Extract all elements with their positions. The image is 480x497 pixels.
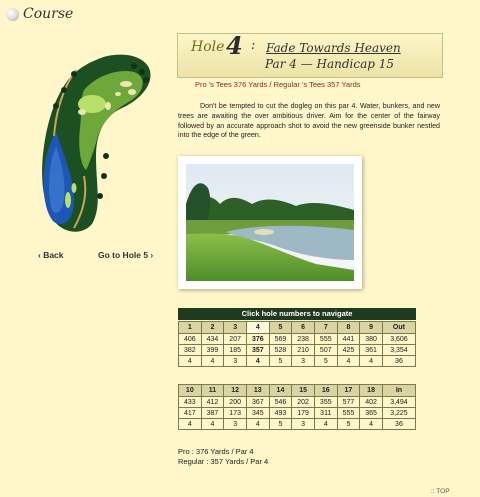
- course-header: [6, 6, 73, 22]
- hole-name: Fade Towards Heaven: [266, 41, 401, 55]
- table-cell: 569: [269, 334, 292, 345]
- table-cell: 4: [337, 356, 360, 367]
- back-to-top-link[interactable]: :: TOP: [431, 488, 450, 495]
- hole-summary: [178, 447, 268, 467]
- table-cell: 441: [337, 334, 360, 345]
- hole-link-17[interactable]: 17: [337, 385, 360, 397]
- table-cell: 4: [246, 356, 269, 367]
- hole-link-13[interactable]: 13: [246, 385, 269, 397]
- hole-number-row: [179, 385, 416, 397]
- hole-link-8[interactable]: 8: [337, 322, 360, 334]
- hole-link-5[interactable]: 5: [269, 322, 292, 334]
- table-cell: 202: [292, 397, 315, 408]
- table-cell: 376: [246, 334, 269, 345]
- table-cell: 546: [269, 397, 292, 408]
- hole-link-10[interactable]: 10: [179, 385, 202, 397]
- table-cell: 173: [224, 408, 247, 419]
- hole-link-3[interactable]: 3: [224, 322, 247, 334]
- hole-link-7[interactable]: 7: [314, 322, 337, 334]
- table-cell: 3,225: [382, 408, 415, 419]
- table-cell: 4: [360, 356, 383, 367]
- hole-link-12[interactable]: 12: [224, 385, 247, 397]
- table-cell: 179: [292, 408, 315, 419]
- scorecard-nav-hint: Click hole numbers to navigate: [178, 308, 416, 320]
- table-cell: 493: [269, 408, 292, 419]
- table-cell: 345: [246, 408, 269, 419]
- hole-link-16[interactable]: 16: [314, 385, 337, 397]
- tees-info: [195, 80, 361, 89]
- par-row: [179, 419, 416, 430]
- pro-yards-row: [179, 397, 416, 408]
- table-cell: 3: [224, 419, 247, 430]
- hole-link-14[interactable]: 14: [269, 385, 292, 397]
- table-cell: 5: [269, 356, 292, 367]
- table-cell: 3: [292, 419, 315, 430]
- back-nine-table: [178, 384, 416, 430]
- table-cell: 434: [201, 334, 224, 345]
- hole-label: Hole: [191, 39, 225, 55]
- table-cell: 3: [224, 356, 247, 367]
- table-cell: 3,606: [382, 334, 415, 345]
- table-cell: 402: [360, 397, 383, 408]
- table-cell: 36: [382, 419, 415, 430]
- pro-yards-row: [179, 334, 416, 345]
- table-cell: 367: [246, 397, 269, 408]
- hole-link-4[interactable]: 4: [246, 322, 269, 334]
- table-cell: 412: [201, 397, 224, 408]
- front-nine-table: [178, 321, 416, 367]
- table-cell: 4: [179, 419, 202, 430]
- table-cell: 5: [337, 419, 360, 430]
- table-cell: 3,494: [382, 397, 415, 408]
- regular-summary: Regular : 357 Yards / Par 4: [178, 457, 269, 466]
- table-cell: 238: [292, 334, 315, 345]
- hole-link-9[interactable]: 9: [360, 322, 383, 334]
- pro-tees: Pro 's Tees 376 Yards: [195, 80, 268, 89]
- table-cell: 5: [314, 356, 337, 367]
- hole-link-1[interactable]: 1: [179, 322, 202, 334]
- hole-description: Don't be tempted to cut the dogleg on this par 4. Water, bunkers, and new trees are awaiting the over ambitious driver. Aim for the center of the fairway followed by an accurate approach shot to avoid the new greenside bunker nestled into the edge of the green.: [178, 102, 440, 140]
- table-cell: 4: [314, 419, 337, 430]
- table-cell: 555: [337, 408, 360, 419]
- table-cell: 4: [201, 356, 224, 367]
- table-cell: 382: [179, 345, 202, 356]
- in-header: In: [382, 385, 415, 397]
- bunker: [128, 89, 136, 95]
- table-cell: 425: [337, 345, 360, 356]
- hole-link-11[interactable]: 11: [201, 385, 224, 397]
- hole-link-18[interactable]: 18: [360, 385, 383, 397]
- table-cell: 380: [360, 334, 383, 345]
- hole-number: 4: [226, 31, 243, 60]
- table-cell: 355: [314, 397, 337, 408]
- regular-yards-row: [179, 345, 416, 356]
- table-cell: 4: [201, 419, 224, 430]
- golf-ball-icon: [6, 8, 19, 21]
- bunker: [120, 81, 132, 87]
- table-cell: 555: [314, 334, 337, 345]
- hole-photo-frame: [178, 156, 362, 289]
- table-cell: 528: [269, 345, 292, 356]
- bunker: [115, 92, 121, 96]
- regular-tees: Regular 's Tees 357 Yards: [273, 80, 361, 89]
- regular-yards-row: [179, 408, 416, 419]
- hole-colon: :: [251, 38, 256, 53]
- hole-number-row: [179, 322, 416, 334]
- table-cell: 4: [179, 356, 202, 367]
- table-cell: 433: [179, 397, 202, 408]
- hole-photo: [186, 164, 354, 281]
- table-cell: 577: [337, 397, 360, 408]
- table-cell: 406: [179, 334, 202, 345]
- table-cell: 185: [224, 345, 247, 356]
- hole-title-box: [177, 33, 443, 78]
- table-cell: 361: [360, 345, 383, 356]
- fairway: [79, 71, 143, 170]
- table-cell: 207: [224, 334, 247, 345]
- next-hole-link[interactable]: Go to Hole 5 ›: [98, 250, 154, 260]
- hole-link-15[interactable]: 15: [292, 385, 315, 397]
- table-cell: 3,354: [382, 345, 415, 356]
- tee-box: [72, 183, 77, 193]
- hole-par-handicap: Par 4 — Handicap 15: [265, 57, 395, 71]
- table-cell: 357: [246, 345, 269, 356]
- out-header: Out: [382, 322, 415, 334]
- hole-link-2[interactable]: 2: [201, 322, 224, 334]
- par-row: [179, 356, 416, 367]
- tee-box: [65, 192, 71, 208]
- hole-link-6[interactable]: 6: [292, 322, 315, 334]
- table-cell: 417: [179, 408, 202, 419]
- table-cell: 387: [201, 408, 224, 419]
- bunker: [78, 109, 86, 115]
- table-cell: 4: [246, 419, 269, 430]
- table-cell: 311: [314, 408, 337, 419]
- table-cell: 507: [314, 345, 337, 356]
- bunker: [105, 102, 111, 110]
- back-link[interactable]: ‹ Back: [38, 250, 64, 260]
- tees-separator: /: [269, 80, 272, 89]
- table-cell: 5: [269, 419, 292, 430]
- table-cell: 210: [292, 345, 315, 356]
- pro-summary: Pro : 376 Yards / Par 4: [178, 447, 254, 456]
- table-cell: 3: [292, 356, 315, 367]
- page-title: Course: [23, 6, 74, 22]
- table-cell: 365: [360, 408, 383, 419]
- hole-map: [34, 46, 164, 236]
- table-cell: 4: [360, 419, 383, 430]
- table-cell: 399: [201, 345, 224, 356]
- table-cell: 36: [382, 356, 415, 367]
- table-cell: 200: [224, 397, 247, 408]
